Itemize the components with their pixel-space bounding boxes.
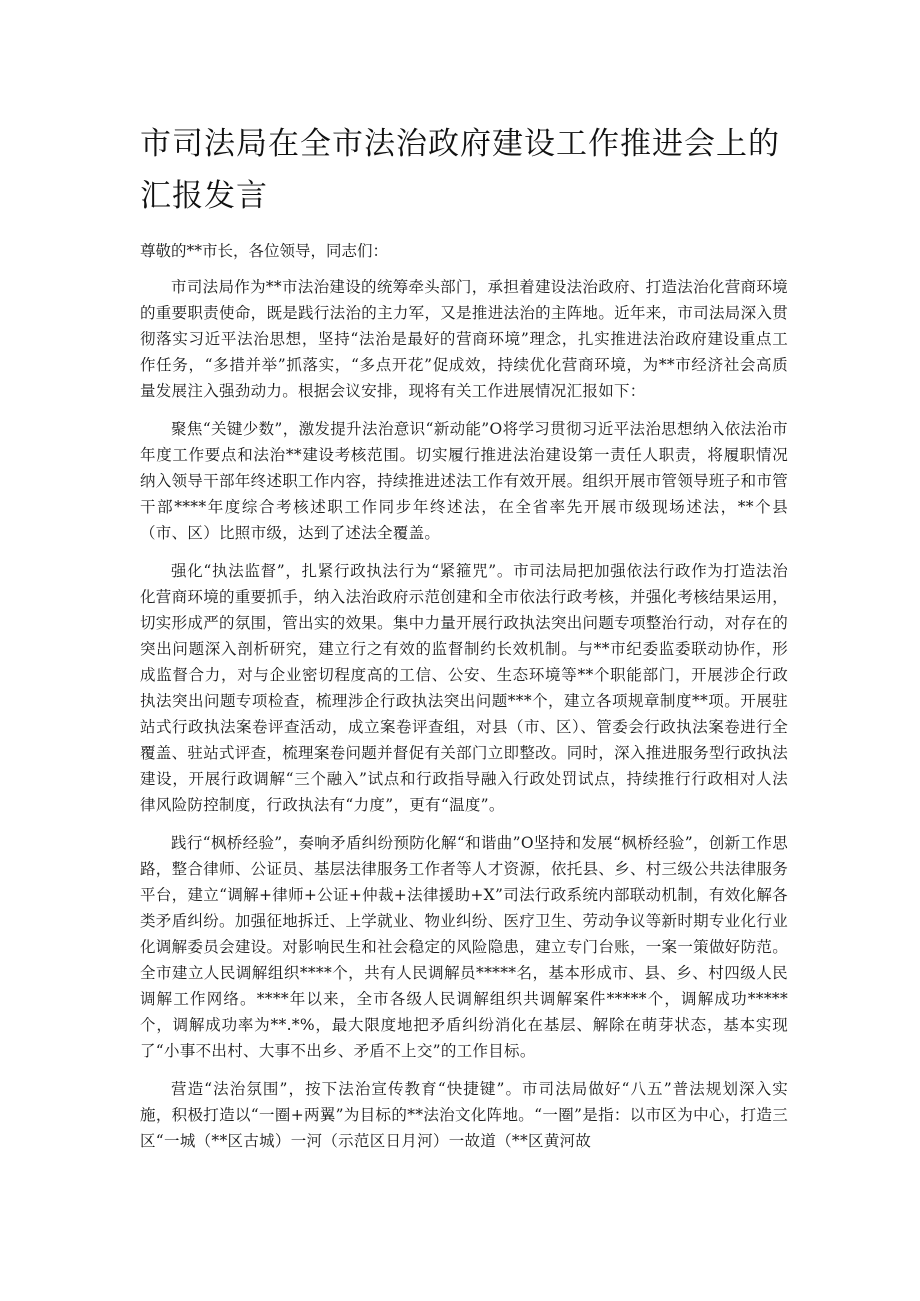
paragraph-intro: 市司法局作为**市法治建设的统筹牵头部门，承担着建设法治政府、打造法治化营商环境的重要职责使命，既是践行法治的主力军，又是推进法治的主阵地。近年来，市司法局深入贯彻落实习近平法治思想，坚持“法治是最好的营商环境”理念，扎实推进法治政府建设重点工作任务，“多措并举”抓落实，“多点开花”促成效，持续优化营商环境，为**市经济社会高质量发展注入强劲动力。根据会议安排，现将有关工作进展情况汇报如下： — [140, 278, 788, 400]
document-page — [140, 118, 788, 1166]
paragraph-fengqiao-experience: 践行“枫桥经验”，奏响矛盾纠纷预防化解“和谐曲”O坚持和发展“枫桥经验”，创新工作思路，整合律师、公证员、基层法律服务工作者等人才资源，依托县、乡、村三级公共法律服务平台，建立“调解+律师+公证+仲裁+法律援助+X”司法行政系统内部联动机制，有效化解各类矛盾纠纷。加强征地拆迁、上学就业、物业纠纷、医疗卫生、劳动争议等新时期专业化行业化调解委员会建设。对影响民生和社会稳定的风险隐患，建立专门台账，一案一策做好防范。全市建立人民调解组织****个，共有人民调解员*****名，基本形成市、县、乡、村四级人民调解工作网络。****年以来，全市各级人民调解组织共调解案件*****个，调解成功*****个，调解成功率为**.*%，最大限度地把矛盾纠纷消化在基层、解除在萌芽状态，基本实现了“小事不出村、大事不出乡、矛盾不上交”的工作目标。 — [140, 834, 788, 1060]
salutation: 尊敬的**市长，各位领导，同志们： — [140, 242, 389, 260]
paragraph-legal-atmosphere: 营造“法治氛围”，按下法治宣传教育“快捷键”。市司法局做好“八五”普法规划深入实施，积极打造以“一圈+两翼”为目标的**法治文化阵地。“一圈”是指：以市区为中心，打造三区“一城（**区古城）一河（示范区日月河）一故道（**区黄河故 — [140, 1080, 788, 1150]
paragraph-enforcement-supervision: 强化“执法监督”，扎紧行政执法行为“紧箍咒”。市司法局把加强依法行政作为打造法治化营商环境的重要抓手，纳入法治政府示范创建和全市依法行政考核，并强化考核结果运用，切实形成严的氛围，管出实的效果。集中力量开展行政执法突出问题专项整治行动，对存在的突出问题深入剖析研究，建立行之有效的监督制约长效机制。与**市纪委监委联动协作，形成监督合力，对与企业密切程度高的工信、公安、生态环境等**个职能部门，开展涉企行政执法突出问题专项检查，梳理涉企行政执法突出问题***个，建立各项规章制度**项。开展驻站式行政执法案卷评查活动，成立案卷评查组，对县（市、区）、管委会行政执法案卷进行全覆盖、驻站式评查，梳理案卷问题并督促有关部门立即整改。同时，深入推进服务型行政执法建设，开展行政调解“三个融入”试点和行政指导融入行政处罚试点，持续推行行政相对人法律风险防控制度，行政执法有“力度”，更有“温度”。 — [140, 562, 788, 814]
document-title: 市司法局在全市法治政府建设工作推进会上的汇报发言 — [140, 126, 780, 214]
paragraph-key-minority: 聚焦“关键少数”，激发提升法治意识“新动能”O将学习贯彻习近平法治思想纳入依法治市年度工作要点和法治**建设考核范围。切实履行推进法治建设第一责任人职责，将履职情况纳入领导干部年终述职工作内容，持续推进述法工作有效开展。组织开展市管领导班子和市管干部****年度综合考核述职工作同步年终述法，在全省率先开展市级现场述法，**个县（市、区）比照市级，达到了述法全覆盖。 — [140, 420, 788, 542]
